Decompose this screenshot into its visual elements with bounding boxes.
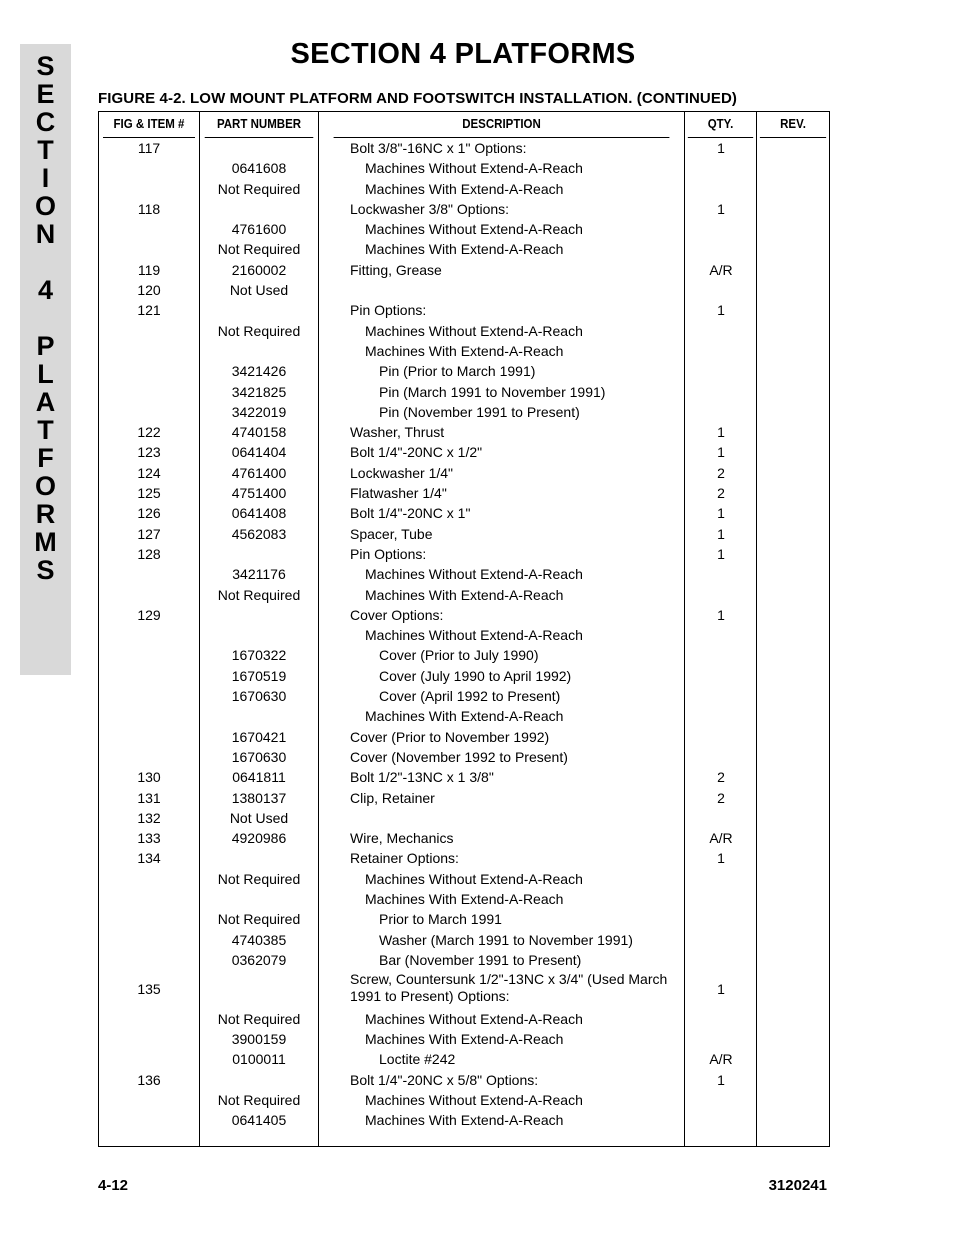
part-number-cell: Not Required (217, 1010, 301, 1027)
table-row (99, 1070, 829, 1090)
part-number-cell: 1670421 (231, 728, 287, 745)
item-number-cell: 133 (137, 830, 161, 847)
table-row (99, 869, 829, 889)
table-row (99, 767, 829, 787)
qty-cell: 1 (717, 424, 725, 441)
item-number-cell: 120 (137, 282, 161, 299)
description-cell: Bolt 1/4"-20NC x 1/2" (350, 444, 483, 461)
description-cell: Machines With Extend-A-Reach (365, 1031, 564, 1048)
side-tab-letter: 4 (37, 275, 54, 305)
side-tab-letter: R (35, 499, 56, 529)
table-row (99, 1049, 829, 1069)
qty-cell: 1 (717, 200, 725, 217)
side-tab-letter: A (35, 387, 56, 417)
description-cell: Machines With Extend-A-Reach (365, 342, 564, 359)
description-cell: Wire, Mechanics (350, 830, 454, 847)
item-number-cell: 127 (137, 525, 161, 542)
qty-cell: 1 (717, 545, 725, 562)
item-number-cell: 130 (137, 769, 161, 786)
description-cell: Flatwasher 1/4" (350, 485, 447, 502)
part-number-cell: 4761400 (231, 464, 287, 481)
qty-cell: 1 (717, 302, 725, 319)
table-row (99, 158, 829, 178)
description-cell: Machines With Extend-A-Reach (365, 180, 564, 197)
description-cell: Pin Options: (350, 302, 427, 319)
part-number-cell: 2160002 (231, 261, 287, 278)
item-number-cell: 131 (137, 789, 161, 806)
side-tab-letter: N (35, 219, 56, 249)
table-row (99, 727, 829, 747)
table-row (99, 544, 829, 564)
header-part-number: PART NUMBER (205, 112, 314, 138)
description-cell: Machines Without Extend-A-Reach (365, 221, 583, 238)
table-row (99, 361, 829, 381)
table-row (99, 625, 829, 645)
table-row (99, 788, 829, 808)
side-tab-letter: E (36, 79, 55, 109)
header-description: DESCRIPTION (334, 112, 670, 138)
part-number-cell: Not Required (217, 322, 301, 339)
part-number-cell: Not Required (217, 586, 301, 603)
side-tab-letter: O (34, 471, 56, 501)
table-row (99, 605, 829, 625)
side-tab-letter: M (34, 527, 57, 557)
part-number-cell: 1380137 (231, 789, 287, 806)
header-item: FIG & ITEM # (103, 112, 195, 138)
table-row (99, 1090, 829, 1110)
qty-cell: 1 (717, 1071, 725, 1088)
qty-cell: 2 (717, 789, 725, 806)
part-number-cell: 4920986 (231, 830, 287, 847)
part-number-cell: 0641408 (231, 505, 287, 522)
qty-cell: 2 (717, 464, 725, 481)
description-cell: Machines With Extend-A-Reach (365, 1112, 564, 1129)
description-cell: Retainer Options: (350, 850, 459, 867)
table-row (99, 260, 829, 280)
side-tab-letter: O (34, 191, 56, 221)
description-cell: Cover Options: (350, 606, 444, 623)
description-cell: Bolt 3/8"-16NC x 1" Options: (350, 140, 527, 156)
qty-cell: 1 (717, 525, 725, 542)
table-row (99, 686, 829, 706)
item-number-cell: 136 (137, 1071, 161, 1088)
part-number-cell: 1670630 (231, 688, 287, 705)
side-tab-letter: F (37, 443, 54, 473)
table-row (99, 219, 829, 239)
description-cell: Machines Without Extend-A-Reach (365, 1010, 583, 1027)
item-number-cell: 124 (137, 464, 161, 481)
qty-cell: 1 (717, 606, 725, 623)
table-row (99, 422, 829, 442)
item-number-cell: 123 (137, 444, 161, 461)
section-side-tab (20, 44, 71, 675)
part-number-cell: 3421176 (232, 566, 286, 583)
description-cell: Cover (July 1990 to April 1992) (379, 667, 572, 684)
table-row (99, 179, 829, 199)
description-cell: Prior to March 1991 (379, 911, 502, 928)
description-cell: Fitting, Grease (350, 261, 442, 278)
item-number-cell: 119 (137, 261, 161, 278)
part-number-cell: Not Used (229, 809, 289, 826)
description-cell: Machines With Extend-A-Reach (365, 586, 564, 603)
side-tab-letter: S (36, 51, 55, 81)
description-cell: Machines With Extend-A-Reach (365, 708, 564, 725)
description-cell: Bar (November 1991 to Present) (379, 951, 582, 968)
description-cell: Cover (April 1992 to Present) (379, 688, 561, 705)
page-title: SECTION 4 PLATFORMS (290, 38, 636, 70)
table-row (99, 442, 829, 462)
item-number-cell: 122 (137, 424, 161, 441)
qty-cell: A/R (709, 261, 733, 278)
description-cell: Screw, Countersunk 1/2"-13NC x 3/4" (Used March 1991 to Present) Options: (350, 971, 668, 1005)
table-row (99, 930, 829, 950)
description-cell: Machines Without Extend-A-Reach (365, 566, 583, 583)
part-number-cell: 3421426 (231, 363, 287, 380)
description-cell: Bolt 1/4"-20NC x 5/8" Options: (350, 1071, 539, 1088)
header-qty: QTY. (688, 112, 753, 138)
description-cell: Washer (March 1991 to November 1991) (379, 931, 633, 948)
side-tab-letter: S (36, 555, 55, 585)
part-number-cell: 1670630 (231, 748, 287, 765)
description-cell: Pin (November 1991 to Present) (379, 403, 580, 420)
side-tab-letter: T (37, 415, 54, 445)
side-tab-letter: P (36, 331, 55, 361)
description-cell: Washer, Thrust (350, 424, 445, 441)
part-number-cell: 0641405 (231, 1112, 287, 1129)
table-row (99, 828, 829, 848)
item-number-cell: 117 (137, 140, 161, 156)
description-cell: Bolt 1/2"-13NC x 1 3/8" (350, 769, 494, 786)
description-cell: Pin Options: (350, 545, 427, 562)
part-number-cell: 0641811 (232, 769, 286, 786)
part-number-cell: 3422019 (231, 403, 287, 420)
item-number-cell: 128 (137, 545, 161, 562)
part-number-cell: Not Required (217, 1091, 301, 1108)
table-row (99, 503, 829, 523)
part-number-cell: Not Required (217, 241, 301, 258)
description-cell: Pin (Prior to March 1991) (379, 363, 536, 380)
item-number-cell: 118 (137, 200, 161, 217)
qty-cell: 1 (717, 140, 725, 156)
item-number-cell: 134 (137, 850, 161, 867)
qty-cell: 2 (717, 485, 725, 502)
item-number-cell: 135 (137, 980, 161, 997)
table-row (99, 808, 829, 828)
description-cell: Machines Without Extend-A-Reach (365, 627, 583, 644)
description-cell: Lockwasher 3/8" Options: (350, 200, 510, 217)
description-cell: Clip, Retainer (350, 789, 435, 806)
part-number-cell: Not Used (229, 282, 289, 299)
part-number-cell: 4761600 (231, 221, 287, 238)
description-cell: Machines With Extend-A-Reach (365, 241, 564, 258)
description-cell: Bolt 1/4"-20NC x 1" (350, 505, 471, 522)
table-row (99, 1009, 829, 1029)
item-number-cell: 126 (137, 505, 161, 522)
table-row (99, 402, 829, 422)
part-number-cell: 0100011 (232, 1051, 286, 1068)
qty-cell: 1 (717, 850, 725, 867)
table-row (99, 950, 829, 970)
table-row (99, 848, 829, 868)
qty-cell: 2 (717, 769, 725, 786)
part-number-cell: 1670519 (231, 667, 287, 684)
description-cell: Machines With Extend-A-Reach (365, 890, 564, 907)
table-row (99, 239, 829, 259)
table-row (99, 341, 829, 361)
description-cell: Spacer, Tube (350, 525, 433, 542)
description-cell: Machines Without Extend-A-Reach (365, 322, 583, 339)
part-number-cell: 0641404 (231, 444, 287, 461)
description-cell: Machines Without Extend-A-Reach (365, 1091, 583, 1108)
item-number-cell: 121 (137, 302, 161, 319)
page-number: 4-12 (98, 1177, 129, 1194)
part-number-cell: 0641608 (231, 160, 287, 177)
table-row (99, 321, 829, 341)
part-number-cell: 4740385 (231, 931, 287, 948)
description-cell: Machines Without Extend-A-Reach (365, 870, 583, 887)
qty-cell: 1 (717, 444, 725, 461)
table-row (99, 280, 829, 300)
description-cell: Lockwasher 1/4" (350, 464, 454, 481)
part-number-cell: 3421825 (231, 383, 287, 400)
description-cell: Cover (Prior to July 1990) (379, 647, 539, 664)
table-row (99, 747, 829, 767)
header-rev: REV. (760, 112, 826, 138)
qty-cell: A/R (709, 1051, 733, 1068)
item-number-cell: 125 (137, 485, 161, 502)
table-row (99, 1029, 829, 1049)
table-row (99, 666, 829, 686)
side-tab-letters (20, 52, 71, 584)
item-number-cell: 129 (137, 606, 161, 623)
qty-cell: 1 (717, 505, 725, 522)
table-row (99, 706, 829, 726)
figure-caption: FIGURE 4-2. LOW MOUNT PLATFORM AND FOOTSWITCH INSTALLATION. (CONTINUED) (98, 90, 737, 107)
side-tab-letter: T (37, 135, 54, 165)
table-row (99, 300, 829, 320)
table-row (99, 970, 829, 1009)
document-number: 3120241 (768, 1177, 827, 1194)
table-row (99, 524, 829, 544)
part-number-cell: Not Required (217, 911, 301, 928)
qty-cell: A/R (709, 830, 733, 847)
table-row (99, 463, 829, 483)
description-cell: Cover (Prior to November 1992) (350, 728, 550, 745)
table-row (99, 585, 829, 605)
part-number-cell: Not Required (217, 180, 301, 197)
item-number-cell: 132 (137, 809, 161, 826)
table-row (99, 199, 829, 219)
table-row (99, 645, 829, 665)
parts-table (98, 111, 830, 1147)
table-row (99, 564, 829, 584)
part-number-cell: 4751400 (231, 485, 287, 502)
part-number-cell: 4740158 (231, 424, 287, 441)
table-row (99, 909, 829, 929)
part-number-cell: 4562083 (231, 525, 287, 542)
table-body (99, 138, 829, 1131)
table-row (99, 382, 829, 402)
part-number-cell: 0362079 (231, 951, 287, 968)
qty-cell: 1 (717, 980, 725, 997)
side-tab-letter: C (35, 107, 56, 137)
table-row (99, 1110, 829, 1130)
description-cell: Cover (November 1992 to Present) (350, 748, 568, 765)
side-tab-letter: L (37, 359, 54, 389)
part-number-cell: 3900159 (231, 1031, 287, 1048)
table-row (99, 483, 829, 503)
part-number-cell: Not Required (217, 870, 301, 887)
description-cell: Pin (March 1991 to November 1991) (379, 383, 606, 400)
description-cell: Machines Without Extend-A-Reach (365, 160, 583, 177)
description-cell: Loctite #242 (379, 1051, 456, 1068)
part-number-cell: 1670322 (231, 647, 287, 664)
side-tab-letter: I (41, 163, 50, 193)
table-row (99, 889, 829, 909)
table-row (99, 138, 829, 158)
